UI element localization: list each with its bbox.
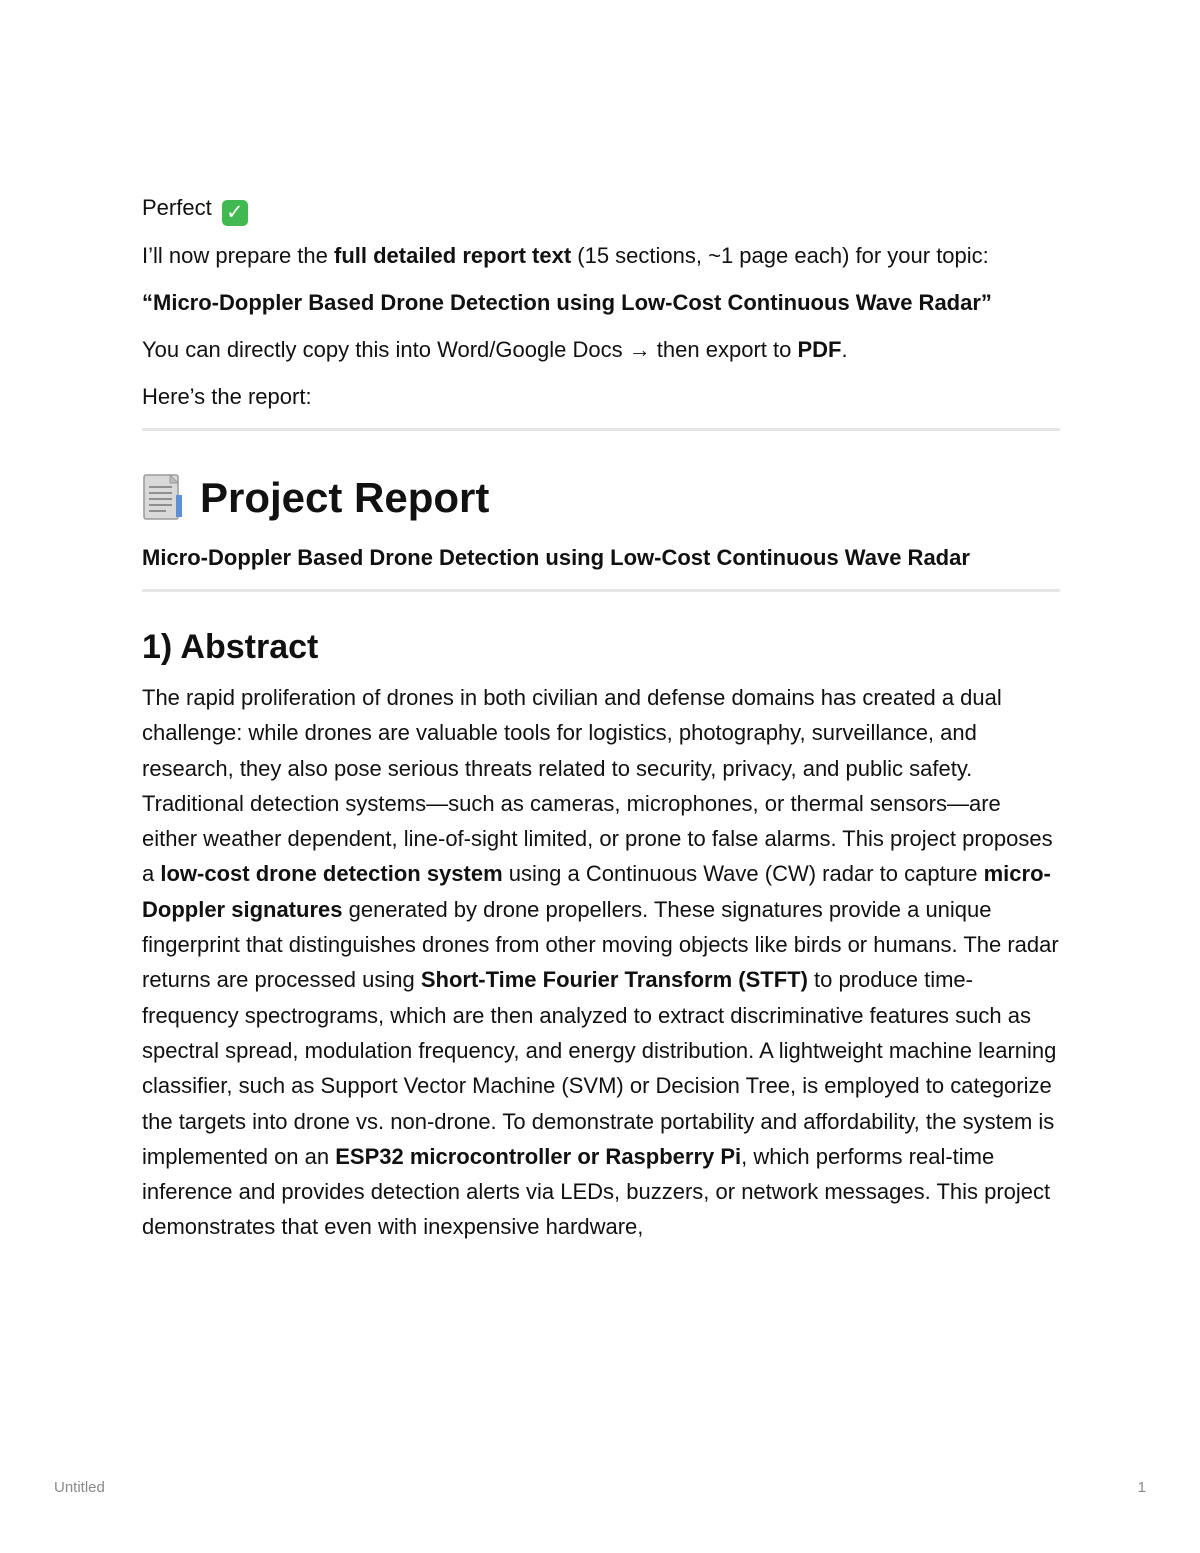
- report-title: [142, 471, 1060, 525]
- footer-page-number: 1: [1137, 1479, 1146, 1496]
- divider-2: [142, 589, 1060, 592]
- abstract-text-1: The rapid proliferation of drones in both civilian and defense domains has created a dual challenge: while drones are valuable tools for logistics, photography, surveillance, and research, they also pose serious threats related to security, privacy, and public safety. Traditional detection systems—such as cameras, microphones, or thermal sensors—are either weather dependent, line-of-sight limited, or prone to false alarms. This project proposes a: [142, 685, 1053, 887]
- copy-line: [142, 332, 1060, 367]
- abstract-bold-3: Short-Time Fourier Transform (STFT): [420, 967, 808, 993]
- abstract-paragraph: [142, 680, 1060, 1245]
- abstract-text-2: using a Continuous Wave (CW) radar to capture: [502, 861, 984, 887]
- report-subtitle: Micro-Doppler Based Drone Detection using Low-Cost Continuous Wave Radar: [142, 545, 970, 570]
- perfect-text: Perfect: [142, 195, 212, 220]
- footer-title: Untitled: [54, 1479, 105, 1496]
- abstract-bold-1: low-cost drone detection system: [160, 861, 503, 887]
- check-mark-button-icon: ✓: [222, 200, 248, 226]
- abstract-text-3: generated by drone propellers. These signatures provide a unique fingerprint that distinguishes drones from other moving objects like birds or humans. The radar returns are processed using: [142, 896, 1059, 993]
- copy-text-c: .: [841, 337, 848, 362]
- prepare-line: [142, 238, 1060, 273]
- heres-line: Here’s the report:: [142, 384, 312, 409]
- abstract-bold-4: ESP32 microcontroller or Raspberry Pi: [335, 1143, 742, 1169]
- copy-text-a: You can directly copy this into Word/Google Docs → then export to: [142, 337, 798, 362]
- document-icon: [142, 473, 186, 523]
- copy-text-bold: PDF: [797, 337, 842, 362]
- prepare-text-a: I’ll now prepare the: [142, 243, 334, 268]
- divider-1: [142, 428, 1060, 431]
- prepare-text-c: (15 sections, ~1 page each) for your topic:: [571, 243, 989, 268]
- document-page: [142, 190, 1060, 1245]
- topic-line: “Micro-Doppler Based Drone Detection using Low-Cost Continuous Wave Radar”: [142, 290, 992, 315]
- abstract-text-5: , which performs real-time inference and provides detection alerts via LEDs, buzzers, or network messages. This project demonstrates that even with inexpensive hardware,: [142, 1143, 1051, 1240]
- abstract-heading: 1) Abstract: [142, 628, 319, 666]
- prepare-text-bold: full detailed report text: [334, 243, 572, 268]
- abstract-bold-2: micro-Doppler signatures: [142, 861, 1051, 922]
- report-title-text: Project Report: [200, 474, 490, 521]
- abstract-text-4: to produce time-frequency spectrograms, which are then analyzed to extract discriminative features such as spectral spread, modulation frequency, and energy distribution. A lightweight machine learning classifier, such as Support Vector Machine (SVM) or Decision Tree, is employed to categorize the targets into drone vs. non-drone. To demonstrate portability and affordability, the system is implemented on an: [142, 967, 1057, 1169]
- perfect-line: [142, 190, 1060, 226]
